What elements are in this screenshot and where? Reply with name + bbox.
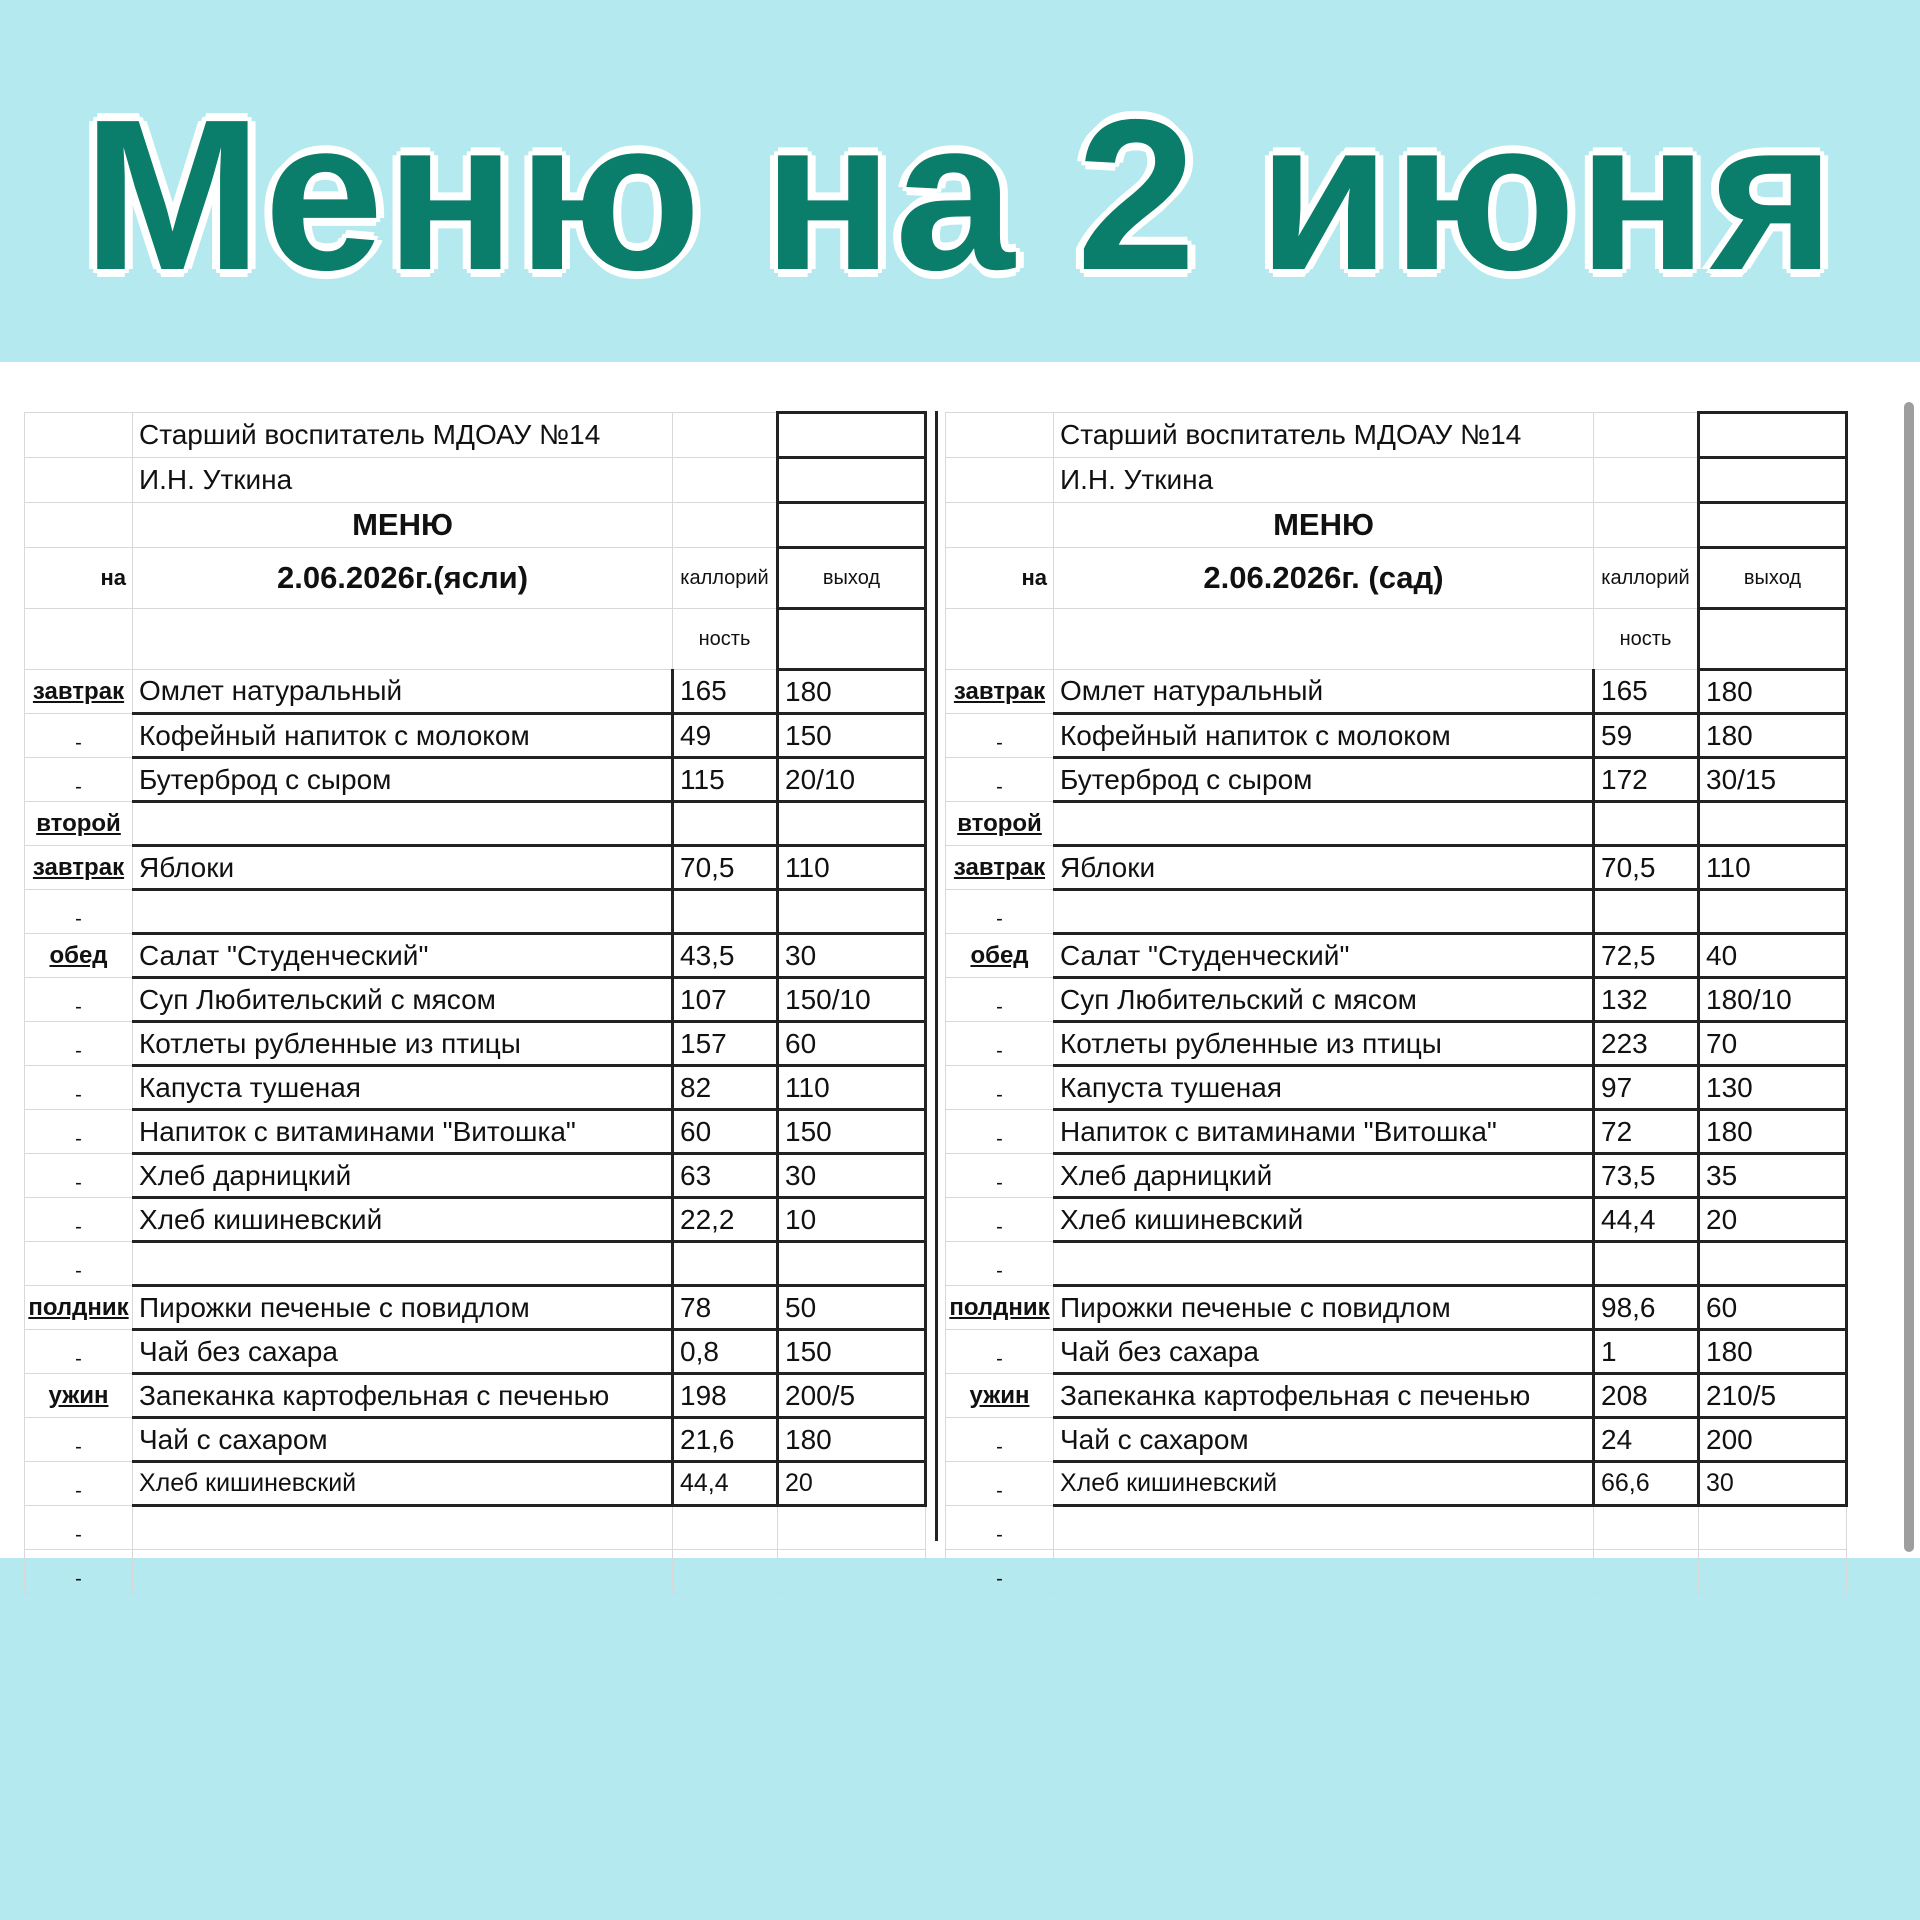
dish-name: Чай с сахаром <box>133 1418 673 1462</box>
kcal-value: 72,5 <box>1594 934 1699 978</box>
output-value: 10 <box>778 1198 926 1242</box>
meal-dash: - <box>946 890 1054 934</box>
meal-dash: - <box>25 1198 133 1242</box>
meal-label: обед <box>946 934 1054 978</box>
output-value <box>778 1242 926 1286</box>
kcal-value: 198 <box>673 1374 778 1418</box>
meal-dash: - <box>25 1506 133 1550</box>
output-value: 60 <box>1699 1286 1847 1330</box>
table-row <box>946 1022 1847 1066</box>
table-row <box>946 714 1847 758</box>
output-value <box>778 1506 926 1550</box>
header-line-1: Старший воспитатель МДОАУ №14 <box>1054 413 1594 458</box>
menu-heading: МЕНЮ <box>1054 503 1594 548</box>
table-row <box>25 1418 926 1462</box>
menu-date: 2.06.2026г.(ясли) <box>133 548 673 609</box>
title-word-2: на <box>763 74 1017 315</box>
dish-name: Яблоки <box>133 846 673 890</box>
meal-dash: - <box>25 1110 133 1154</box>
dish-name: Пирожки печеные с повидлом <box>1054 1286 1594 1330</box>
dish-name: Яблоки <box>1054 846 1594 890</box>
output-value <box>778 1550 926 1594</box>
header-cell <box>25 609 133 670</box>
output-value: 30/15 <box>1699 758 1847 802</box>
output-header: выход <box>778 548 926 609</box>
header-row <box>25 503 926 548</box>
dish-name: Омлет натуральный <box>1054 670 1594 714</box>
dish-name: Хлеб кишиневский <box>133 1198 673 1242</box>
output-value: 210/5 <box>1699 1374 1847 1418</box>
table-row <box>946 890 1847 934</box>
header-row <box>946 413 1847 458</box>
meal-dash: - <box>946 1506 1054 1550</box>
header-cell <box>1594 503 1699 548</box>
output-value: 130 <box>1699 1066 1847 1110</box>
dish-name: Котлеты рубленные из птицы <box>133 1022 673 1066</box>
kcal-value: 1 <box>1594 1330 1699 1374</box>
table-row <box>946 1330 1847 1374</box>
output-value: 180 <box>778 670 926 714</box>
output-value: 180 <box>1699 1330 1847 1374</box>
na-label: на <box>25 548 133 609</box>
dish-name <box>133 1550 673 1594</box>
table-row <box>25 758 926 802</box>
kcal-header: каллорий <box>673 548 778 609</box>
dish-name: Капуста тушеная <box>133 1066 673 1110</box>
header-cell <box>133 609 673 670</box>
header-cell <box>946 503 1054 548</box>
table-row <box>946 1154 1847 1198</box>
output-value <box>778 802 926 846</box>
kcal-header-cont: ность <box>673 609 778 670</box>
meal-label: обед <box>25 934 133 978</box>
kcal-value: 107 <box>673 978 778 1022</box>
output-value: 20 <box>778 1462 926 1506</box>
header-line-2: И.Н. Уткина <box>133 458 673 503</box>
meal-label: второй <box>946 802 1054 846</box>
meal-dash: - <box>25 1462 133 1506</box>
kcal-value <box>673 890 778 934</box>
dish-name: Запеканка картофельная с печенью <box>133 1374 673 1418</box>
output-value: 180 <box>1699 714 1847 758</box>
menu-table-kindergarten <box>945 411 1848 1594</box>
table-row <box>946 1242 1847 1286</box>
header-row <box>25 548 926 609</box>
header-cell <box>778 458 926 503</box>
dish-name: Напиток с витаминами "Витошка" <box>1054 1110 1594 1154</box>
meal-label: завтрак <box>25 670 133 714</box>
meal-dash: - <box>25 714 133 758</box>
kcal-value: 165 <box>1594 670 1699 714</box>
meal-dash: - <box>946 1198 1054 1242</box>
kcal-value: 21,6 <box>673 1418 778 1462</box>
dish-name: Суп Любительский с мясом <box>133 978 673 1022</box>
dish-name: Напиток с витаминами "Витошка" <box>133 1110 673 1154</box>
header-row <box>946 609 1847 670</box>
meal-label: завтрак <box>946 670 1054 714</box>
output-value: 110 <box>778 1066 926 1110</box>
kcal-value: 132 <box>1594 978 1699 1022</box>
meal-label: завтрак <box>946 846 1054 890</box>
title-word-4: июня <box>1258 74 1838 315</box>
dish-name: Омлет натуральный <box>133 670 673 714</box>
table-row <box>946 802 1847 846</box>
kcal-value: 59 <box>1594 714 1699 758</box>
output-value <box>778 890 926 934</box>
kcal-value: 44,4 <box>673 1462 778 1506</box>
kcal-value: 172 <box>1594 758 1699 802</box>
dish-name <box>1054 890 1594 934</box>
kcal-value: 63 <box>673 1154 778 1198</box>
table-row <box>946 1286 1847 1330</box>
meal-label: ужин <box>25 1374 133 1418</box>
output-value: 180 <box>1699 670 1847 714</box>
kcal-value: 157 <box>673 1022 778 1066</box>
dish-name <box>1054 802 1594 846</box>
kcal-value: 49 <box>673 714 778 758</box>
table-row <box>25 802 926 846</box>
kcal-value: 223 <box>1594 1022 1699 1066</box>
kcal-value <box>1594 890 1699 934</box>
kcal-header: каллорий <box>1594 548 1699 609</box>
output-value: 20/10 <box>778 758 926 802</box>
output-value: 40 <box>1699 934 1847 978</box>
dish-name: Хлеб дарницкий <box>1054 1154 1594 1198</box>
meal-dash: - <box>946 1550 1054 1594</box>
header-cell <box>1054 609 1594 670</box>
table-row <box>25 978 926 1022</box>
title-word-1: Меню <box>82 74 704 315</box>
output-value: 150 <box>778 1110 926 1154</box>
header-cell <box>1699 609 1847 670</box>
output-value: 30 <box>778 1154 926 1198</box>
table-row <box>25 1198 926 1242</box>
meal-dash: - <box>946 1242 1054 1286</box>
output-value: 30 <box>778 934 926 978</box>
kcal-value: 73,5 <box>1594 1154 1699 1198</box>
table-row <box>946 670 1847 714</box>
table-row <box>946 978 1847 1022</box>
dish-name: Чай с сахаром <box>1054 1418 1594 1462</box>
meal-dash: - <box>946 978 1054 1022</box>
header-cell <box>1594 413 1699 458</box>
header-row <box>25 413 926 458</box>
meal-label: ужин <box>946 1374 1054 1418</box>
output-value <box>1699 802 1847 846</box>
table-row <box>25 934 926 978</box>
kcal-value: 115 <box>673 758 778 802</box>
meal-dash: - <box>946 1330 1054 1374</box>
title-word-3: 2 <box>1076 74 1199 315</box>
header-cell <box>673 458 778 503</box>
meal-label: завтрак <box>25 846 133 890</box>
kcal-value <box>673 802 778 846</box>
meal-dash: - <box>25 1330 133 1374</box>
kcal-value <box>1594 802 1699 846</box>
table-row <box>946 846 1847 890</box>
dish-name: Бутерброд с сыром <box>133 758 673 802</box>
table-row <box>946 1198 1847 1242</box>
header-cell <box>946 413 1054 458</box>
output-value: 180 <box>1699 1110 1847 1154</box>
output-value: 70 <box>1699 1022 1847 1066</box>
dish-name <box>133 802 673 846</box>
table-row <box>25 890 926 934</box>
kcal-value: 165 <box>673 670 778 714</box>
header-row <box>25 609 926 670</box>
kcal-header-cont: ность <box>1594 609 1699 670</box>
table-row <box>25 1154 926 1198</box>
output-value: 180/10 <box>1699 978 1847 1022</box>
kcal-value: 66,6 <box>1594 1462 1699 1506</box>
output-value: 50 <box>778 1286 926 1330</box>
na-label: на <box>946 548 1054 609</box>
header-cell <box>946 458 1054 503</box>
kcal-value <box>1594 1550 1699 1594</box>
kcal-value: 70,5 <box>1594 846 1699 890</box>
kcal-value: 43,5 <box>673 934 778 978</box>
kcal-value <box>1594 1242 1699 1286</box>
header-cell <box>778 413 926 458</box>
header-cell <box>1699 458 1847 503</box>
dish-name: Хлеб кишиневский <box>133 1462 673 1506</box>
header-cell <box>778 609 926 670</box>
meal-dash: - <box>946 1022 1054 1066</box>
output-value <box>1699 1550 1847 1594</box>
output-value: 35 <box>1699 1154 1847 1198</box>
table-row <box>25 846 926 890</box>
table-row <box>25 1066 926 1110</box>
table-row <box>25 1330 926 1374</box>
dish-name <box>133 1242 673 1286</box>
dish-name: Пирожки печеные с повидлом <box>133 1286 673 1330</box>
meal-dash: - <box>946 1462 1054 1506</box>
kcal-value: 208 <box>1594 1374 1699 1418</box>
dish-name: Капуста тушеная <box>1054 1066 1594 1110</box>
meal-dash: - <box>25 1066 133 1110</box>
kcal-value: 44,4 <box>1594 1198 1699 1242</box>
table-row <box>25 1242 926 1286</box>
menu-table-nursery <box>24 411 927 1594</box>
output-value: 60 <box>778 1022 926 1066</box>
dish-name: Салат "Студенческий" <box>1054 934 1594 978</box>
dish-name: Кофейный напиток с молоком <box>133 714 673 758</box>
dish-name <box>133 890 673 934</box>
table-row <box>946 1110 1847 1154</box>
kcal-value: 24 <box>1594 1418 1699 1462</box>
meal-dash: - <box>25 1418 133 1462</box>
output-value <box>1699 890 1847 934</box>
page-title <box>0 74 1920 315</box>
table-row <box>25 1550 926 1594</box>
header-row <box>946 548 1847 609</box>
dish-name: Хлеб кишиневский <box>1054 1198 1594 1242</box>
dish-name: Запеканка картофельная с печенью <box>1054 1374 1594 1418</box>
output-value: 150 <box>778 714 926 758</box>
kcal-value: 0,8 <box>673 1330 778 1374</box>
menu-heading: МЕНЮ <box>133 503 673 548</box>
header-row <box>25 458 926 503</box>
kcal-value: 97 <box>1594 1066 1699 1110</box>
kcal-value: 72 <box>1594 1110 1699 1154</box>
output-value <box>1699 1506 1847 1550</box>
table-row <box>946 1550 1847 1594</box>
table-row <box>25 1462 926 1506</box>
output-value: 20 <box>1699 1198 1847 1242</box>
menu-sheet <box>0 362 1920 1590</box>
meal-dash: - <box>25 1022 133 1066</box>
kcal-value: 22,2 <box>673 1198 778 1242</box>
meal-dash: - <box>946 1154 1054 1198</box>
kcal-value: 82 <box>673 1066 778 1110</box>
output-value: 110 <box>778 846 926 890</box>
meal-dash: - <box>946 714 1054 758</box>
header-line-1: Старший воспитатель МДОАУ №14 <box>133 413 673 458</box>
header-row <box>946 458 1847 503</box>
vertical-scrollbar[interactable] <box>1904 402 1914 1552</box>
output-header: выход <box>1699 548 1847 609</box>
output-value: 200/5 <box>778 1374 926 1418</box>
table-row <box>25 1506 926 1550</box>
table-row <box>946 1066 1847 1110</box>
output-value: 150 <box>778 1330 926 1374</box>
header-cell <box>778 503 926 548</box>
header-cell <box>1699 503 1847 548</box>
table-row <box>946 1462 1847 1506</box>
header-row <box>946 503 1847 548</box>
dish-name <box>1054 1242 1594 1286</box>
meal-dash: - <box>946 758 1054 802</box>
meal-dash: - <box>25 1154 133 1198</box>
dish-name: Кофейный напиток с молоком <box>1054 714 1594 758</box>
kcal-value <box>1594 1506 1699 1550</box>
kcal-value: 98,6 <box>1594 1286 1699 1330</box>
header-cell <box>673 413 778 458</box>
kcal-value: 78 <box>673 1286 778 1330</box>
table-row <box>25 1110 926 1154</box>
kcal-value: 70,5 <box>673 846 778 890</box>
table-row <box>946 1506 1847 1550</box>
header-line-2: И.Н. Уткина <box>1054 458 1594 503</box>
output-value: 180 <box>778 1418 926 1462</box>
table-row <box>25 1286 926 1330</box>
dish-name: Суп Любительский с мясом <box>1054 978 1594 1022</box>
header-cell <box>25 458 133 503</box>
header-cell <box>25 413 133 458</box>
dish-name: Салат "Студенческий" <box>133 934 673 978</box>
meal-dash: - <box>946 1066 1054 1110</box>
output-value <box>1699 1242 1847 1286</box>
table-row <box>946 758 1847 802</box>
table-row <box>25 714 926 758</box>
dish-name: Котлеты рубленные из птицы <box>1054 1022 1594 1066</box>
meal-label: полдник <box>25 1286 133 1330</box>
header-cell <box>1594 458 1699 503</box>
kcal-value: 60 <box>673 1110 778 1154</box>
dish-name <box>1054 1506 1594 1550</box>
output-value: 150/10 <box>778 978 926 1022</box>
meal-dash: - <box>25 978 133 1022</box>
table-row <box>946 1374 1847 1418</box>
header-cell <box>1699 413 1847 458</box>
meal-dash: - <box>25 758 133 802</box>
title-band <box>0 0 1920 362</box>
meal-dash: - <box>25 1242 133 1286</box>
header-cell <box>25 503 133 548</box>
output-value: 200 <box>1699 1418 1847 1462</box>
kcal-value <box>673 1550 778 1594</box>
output-value: 110 <box>1699 846 1847 890</box>
meal-label: полдник <box>946 1286 1054 1330</box>
meal-dash: - <box>25 890 133 934</box>
menu-date: 2.06.2026г. (сад) <box>1054 548 1594 609</box>
header-cell <box>946 609 1054 670</box>
meal-dash: - <box>946 1418 1054 1462</box>
table-row <box>946 934 1847 978</box>
meal-label: второй <box>25 802 133 846</box>
kcal-value <box>673 1506 778 1550</box>
meal-dash: - <box>25 1550 133 1594</box>
dish-name: Чай без сахара <box>133 1330 673 1374</box>
meal-dash: - <box>946 1110 1054 1154</box>
dish-name <box>133 1506 673 1550</box>
dish-name: Хлеб кишиневский <box>1054 1462 1594 1506</box>
table-row <box>25 670 926 714</box>
output-value: 30 <box>1699 1462 1847 1506</box>
kcal-value <box>673 1242 778 1286</box>
dish-name: Бутерброд с сыром <box>1054 758 1594 802</box>
header-cell <box>673 503 778 548</box>
table-row <box>25 1022 926 1066</box>
table-row <box>25 1374 926 1418</box>
dish-name: Чай без сахара <box>1054 1330 1594 1374</box>
table-row <box>946 1418 1847 1462</box>
dish-name: Хлеб дарницкий <box>133 1154 673 1198</box>
dish-name <box>1054 1550 1594 1594</box>
